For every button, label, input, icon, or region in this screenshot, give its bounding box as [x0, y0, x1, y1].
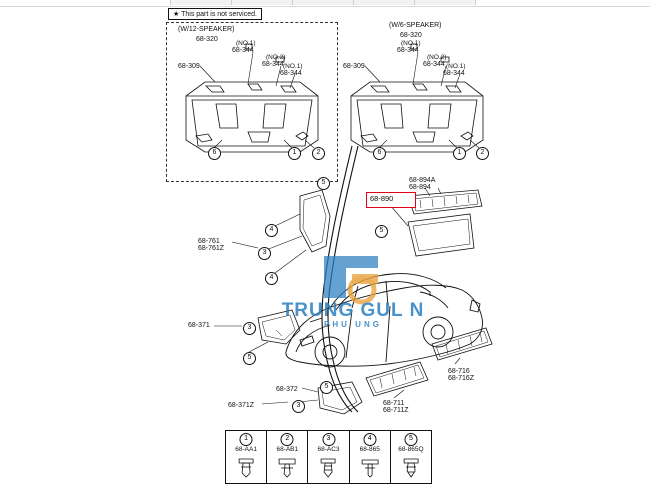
- part-label: 68-344: [262, 61, 284, 68]
- part-label: 68-371: [188, 322, 210, 329]
- callout-1[interactable]: 1: [453, 147, 466, 160]
- clip-fastener-icon: [350, 455, 390, 481]
- part-label: 68-344: [397, 47, 419, 54]
- legend-part-code: 68-AB1: [276, 446, 299, 453]
- part-label: 68-309: [343, 63, 365, 70]
- legend-table: [225, 430, 432, 484]
- part-label: 68-894A: [409, 177, 436, 184]
- legend-cell[interactable]: [267, 431, 308, 483]
- part-label: 68-894: [409, 184, 431, 191]
- part-label: 68-711Z: [383, 407, 409, 414]
- callout-4[interactable]: 4: [265, 224, 278, 237]
- part-label: (NO.1): [283, 63, 303, 70]
- left-panel-header: (W/12-SPEAKER): [178, 26, 235, 33]
- clip-fastener-icon: [308, 455, 348, 481]
- callout-5[interactable]: 5: [317, 177, 330, 190]
- callout-2[interactable]: 2: [312, 147, 325, 160]
- part-label: 68-716: [448, 368, 470, 375]
- clip-fastener-icon: [226, 455, 266, 481]
- callout-6[interactable]: 6: [373, 147, 386, 160]
- legend-cell[interactable]: [350, 431, 391, 483]
- callout-3[interactable]: 3: [258, 247, 271, 260]
- callout-2[interactable]: 2: [476, 147, 489, 160]
- part-label: (NO.1): [236, 40, 256, 47]
- part-label: (NO.1): [401, 40, 421, 47]
- legend-part-code: 68-AA1: [235, 446, 257, 453]
- callout-5[interactable]: 5: [375, 225, 388, 238]
- part-label: 68-716Z: [448, 375, 475, 382]
- right-panel-header: (W/6-SPEAKER): [389, 22, 442, 29]
- part-label: 68-344: [443, 70, 465, 77]
- legend-part-code: 68-865: [359, 446, 380, 453]
- callout-6[interactable]: 6: [208, 147, 221, 160]
- legend-cell[interactable]: [308, 431, 349, 483]
- watermark: [258, 248, 448, 338]
- highlighted-part-code: 68-890: [370, 194, 394, 203]
- part-label: 68-309: [178, 63, 200, 70]
- callout-5[interactable]: 5: [320, 381, 333, 394]
- watermark-line2: PHU UNG: [324, 320, 382, 329]
- callout-3[interactable]: 3: [292, 400, 305, 413]
- clip-fastener-icon: [267, 455, 307, 481]
- callout-5[interactable]: 5: [243, 352, 256, 365]
- watermark-line1: TRUNG GUL N: [281, 300, 425, 321]
- part-label: 68-711: [383, 400, 405, 407]
- legend-callout-number: 2: [281, 433, 294, 446]
- legend-callout-number: 4: [363, 433, 376, 446]
- legend-part-code: 68-865Q: [398, 446, 424, 453]
- right-panel-code: 68-320: [400, 32, 422, 39]
- not-serviced-note: ★ This part is not serviced.: [168, 8, 262, 20]
- part-label: (NO.1): [446, 63, 466, 70]
- left-panel-code: 68-320: [196, 36, 218, 43]
- callout-1[interactable]: 1: [288, 147, 301, 160]
- part-label: 68-372: [276, 386, 298, 393]
- top-strip: [0, 0, 650, 7]
- clip-fastener-icon: [391, 455, 431, 481]
- callout-3[interactable]: 3: [243, 322, 256, 335]
- highlighted-part-box[interactable]: [366, 192, 416, 208]
- part-label: 68-371Z: [228, 402, 255, 409]
- callout-4[interactable]: 4: [265, 272, 278, 285]
- part-label: (NO.2): [266, 54, 286, 61]
- legend-callout-number: 3: [322, 433, 335, 446]
- part-label: (NO.2): [427, 54, 447, 61]
- legend-part-code: 68-AC3: [317, 446, 340, 453]
- part-label: 68-761Z: [198, 245, 225, 252]
- legend-cell[interactable]: [391, 431, 431, 483]
- part-label: 68-344: [280, 70, 302, 77]
- legend-callout-number: 1: [240, 433, 253, 446]
- legend-callout-number: 5: [404, 433, 417, 446]
- part-label: 68-761: [198, 238, 220, 245]
- part-label: 68-344: [423, 61, 445, 68]
- legend-cell[interactable]: [226, 431, 267, 483]
- part-label: 68-344: [232, 47, 254, 54]
